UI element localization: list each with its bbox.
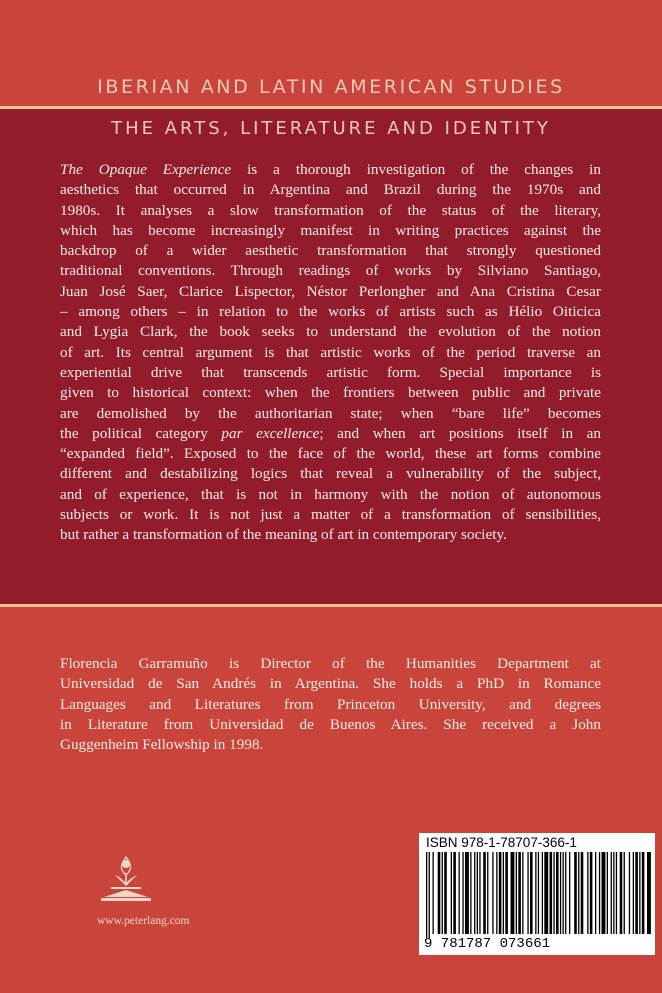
blurb-line [60, 221, 601, 241]
barcode-bar [602, 852, 606, 934]
barcode-bar [633, 852, 634, 934]
barcode-bar [522, 852, 523, 934]
author-bio [0, 654, 662, 755]
bio-line: Florencia Garramuño is Director of the Humanities Department at [60, 655, 601, 672]
barcode-bar [516, 852, 517, 934]
blurb-text: is a thorough investigation of the changes in [231, 161, 601, 178]
barcode-bar [499, 852, 502, 934]
peter-lang-tree-logo-icon [99, 855, 153, 903]
bio-line: Guggenheim Fellowship in 1998. [60, 736, 264, 754]
blurb-text: and Lygia Clark, the book seeks to understand the evolution of the notion [60, 323, 601, 341]
series-subtitle: THE ARTS, LITERATURE AND IDENTITY [111, 118, 551, 139]
blurb-line [60, 404, 601, 424]
blurb-line [60, 282, 601, 302]
barcode-bar [563, 852, 564, 934]
barcode-bar [496, 852, 497, 934]
blurb-line [60, 505, 601, 525]
barcode-bar [544, 852, 548, 934]
barcode-bar [639, 852, 640, 934]
blurb-italic: par excellence [221, 424, 320, 442]
barcode-bar [607, 852, 608, 934]
book-description [0, 160, 662, 546]
blurb-line [60, 383, 601, 403]
barcode-bar [581, 852, 584, 934]
blurb-text: different and destabilizing logics that reveal a vulnerability of the subject, [60, 465, 601, 483]
blurb-text: traditional conventions. Through readings of works by Silviano Santiago, [60, 262, 601, 280]
series-title: IBERIAN AND LATIN AMERICAN STUDIES [97, 76, 565, 98]
barcode-bar [433, 852, 434, 934]
blurb-text: the political category [60, 424, 222, 442]
barcode-bar [462, 852, 463, 934]
blurb-text: – among others – in relation to the works of artists such as Hélio Oiticica [60, 303, 601, 321]
barcode-bar [518, 852, 521, 934]
blurb-text: aesthetics that occurred in Argentina and Brazil during the 1970s and [60, 181, 601, 199]
barcode-bar [613, 852, 614, 934]
barcode-bar [442, 852, 443, 934]
barcode-bar [647, 852, 651, 934]
barcode-bar [470, 852, 471, 934]
blurb-text: which has become increasingly manifest in writing practices against the [60, 221, 601, 239]
blurb-text: given to historical context: when the frontiers between public and private [60, 384, 601, 402]
barcode-bar [530, 852, 533, 934]
barcode-bar [565, 852, 566, 934]
blurb-line [60, 241, 601, 261]
barcode-bar [611, 852, 612, 934]
blurb-text: but rather a transformation of the meaning of art in contemporary society. [60, 526, 507, 544]
blurb-text: ; and when art positions itself in an [319, 424, 601, 442]
barcode-bar [505, 852, 508, 934]
barcode-bar [474, 852, 475, 934]
blurb-line [60, 525, 601, 545]
barcode-digits: 9 781787 073661 [424, 936, 551, 952]
barcode-bar [451, 852, 452, 934]
barcode-bar [624, 852, 625, 934]
blurb-text: of art. Its central argument is that artistic works of the period traverse an [60, 343, 601, 361]
barcode-bar [616, 852, 617, 934]
blurb-line [60, 322, 601, 342]
barcode-bar [429, 852, 430, 938]
barcode-bar [553, 852, 554, 934]
barcode-bar [503, 852, 504, 934]
barcode-bar [578, 852, 579, 934]
barcode-bar [556, 852, 559, 934]
blurb-line [60, 261, 601, 281]
blurb-line [60, 444, 601, 464]
barcode-bar [465, 852, 469, 934]
bio-line: Universidad de San Andrés in Argentina. She holds a PhD in Romance [60, 675, 601, 693]
barcode-bar [569, 852, 570, 934]
barcode-bar [635, 852, 638, 934]
bio-line: in Literature from Universidad de Buenos Aires. She received a John [60, 715, 601, 733]
barcode-bar [574, 852, 577, 934]
barcode-bar [542, 852, 543, 934]
blurb-line [60, 201, 601, 221]
barcode-bar [595, 852, 596, 934]
blurb-text: “expanded field”. Exposed to the face of the world, these art forms combine [60, 445, 601, 463]
blurb-text: Juan José Saer, Clarice Lispector, Néstor Perlongher and Ana Cristina Cesar [60, 282, 601, 300]
barcode-bar [492, 852, 493, 934]
barcode-bar [483, 852, 486, 934]
blurb-italic: The Opaque Experience [60, 161, 232, 178]
barcode-bar [459, 852, 460, 934]
barcode-bar [453, 852, 456, 934]
barcode-bars [424, 852, 652, 938]
barcode-bar [642, 852, 645, 934]
barcode-bar [511, 852, 515, 934]
publisher-url[interactable]: www.peterlang.com [97, 915, 190, 927]
barcode-bar [620, 852, 623, 934]
barcode-bar [535, 852, 536, 934]
blurb-line [60, 180, 601, 200]
blurb-text: and of experience, that is not in harmony with the notion of autonomous [60, 485, 601, 503]
barcode-bar [479, 852, 480, 934]
barcode-bar [527, 852, 528, 934]
blurb-line [60, 343, 601, 363]
barcode-bar [590, 852, 593, 934]
barcode-bar [426, 852, 427, 938]
barcode-bar [560, 852, 561, 934]
blurb-line [60, 302, 601, 322]
blurb-text: experiential drive that transcends artistic form. Special importance is [60, 363, 601, 381]
blurb-line [60, 485, 601, 505]
barcode-bar [487, 852, 488, 934]
blurb-text: 1980s. It analyses a slow transformation of the status of the literary, [60, 201, 601, 219]
blurb-text: are demolished by the authoritarian state; when “bare life” becomes [60, 404, 601, 422]
barcode-bar [550, 852, 553, 934]
blurb-text: backdrop of a wider aesthetic transformation that strongly questioned [60, 242, 601, 260]
blurb-line [60, 363, 601, 383]
bottom-rule [0, 604, 662, 607]
barcode-bar [538, 852, 539, 934]
blurb-text: subjects or work. It is not just a matter of a transformation of sensibilities, [60, 506, 601, 524]
isbn-label: ISBN 978-1-78707-366-1 [426, 835, 577, 850]
barcode-bar [599, 852, 600, 934]
blurb-line [60, 464, 601, 484]
bio-line: Languages and Literatures from Princeton University, and degrees [60, 695, 601, 713]
barcode-bar [438, 852, 441, 934]
barcode-bar [587, 852, 588, 934]
blurb-line [60, 424, 601, 444]
barcode-bar [444, 852, 447, 934]
barcode-bar [477, 852, 478, 934]
barcode-bar [629, 852, 630, 934]
blurb-line [60, 160, 601, 180]
